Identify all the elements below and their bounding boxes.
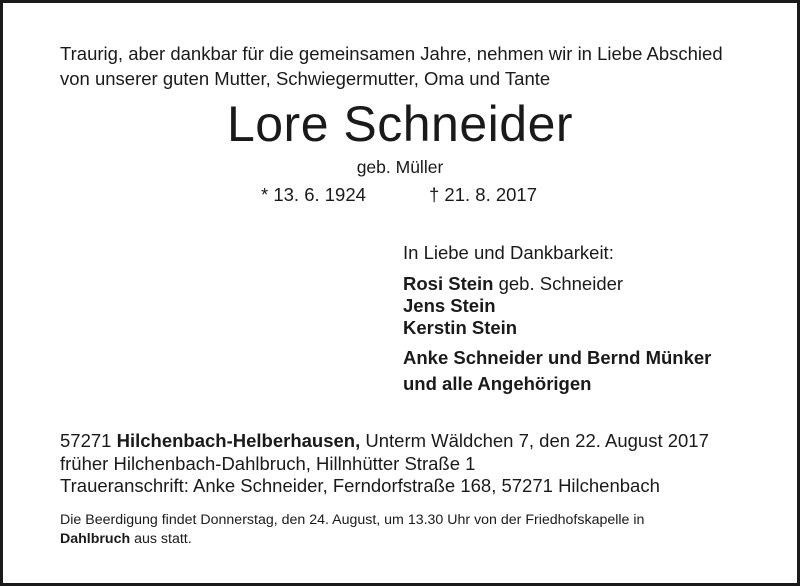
intro-line-1: Traurig, aber dankbar für die gemeinsamen Jahre, nehmen wir in Liebe Abschied [60, 43, 723, 64]
mourner-1-suffix: geb. Schneider [493, 273, 624, 294]
funeral-line-2 [60, 530, 644, 549]
mourners-heading: In Liebe und Dankbarkeit: [403, 242, 614, 263]
death-date: † 21. 8. 2017 [429, 184, 538, 205]
mourner-2 [403, 295, 711, 317]
mourner-2-name: Jens Stein [403, 295, 496, 316]
mourner-1 [403, 273, 711, 295]
funeral-line-2-rest: aus statt. [130, 531, 192, 547]
mourners-block [403, 240, 711, 395]
funeral-info [60, 511, 644, 549]
mourner-4-name: Anke Schneider und Bernd Münker [403, 347, 712, 368]
intro-text [60, 41, 723, 91]
deceased-name: Lore Schneider [226, 96, 574, 152]
address-town: Hilchenbach-Helberhausen, [116, 430, 361, 451]
birth-date: * 13. 6. 1924 [261, 184, 366, 205]
funeral-line-1: Die Beerdigung findet Donnerstag, den 24. August, um 13.30 Uhr von der Friedhofskapelle in [60, 512, 645, 528]
mourner-3 [403, 317, 711, 339]
address-zip: 57271 [60, 430, 117, 451]
mourner-4 [403, 347, 711, 369]
mourner-5-name: und alle Angehörigen [403, 373, 592, 394]
mourner-3-name: Kerstin Stein [403, 317, 518, 338]
intro-line-2: von unserer guten Mutter, Schwiegermutter, Oma und Tante [60, 68, 551, 89]
mourner-5 [403, 373, 711, 395]
mourning-address: Traueranschrift: Anke Schneider, Ferndorfstraße 168, 57271 Hilchenbach [60, 475, 660, 496]
address-block [60, 430, 709, 498]
address-rest: Unterm Wäldchen 7, den 22. August 2017 [360, 430, 709, 451]
address-line-1 [60, 430, 709, 453]
address-former: früher Hilchenbach-Dahlbruch, Hillnhütter Straße 1 [60, 452, 476, 474]
funeral-place: Dahlbruch [60, 531, 131, 547]
mourner-1-name: Rosi Stein [403, 273, 494, 294]
maiden-name: geb. Müller [356, 157, 444, 177]
